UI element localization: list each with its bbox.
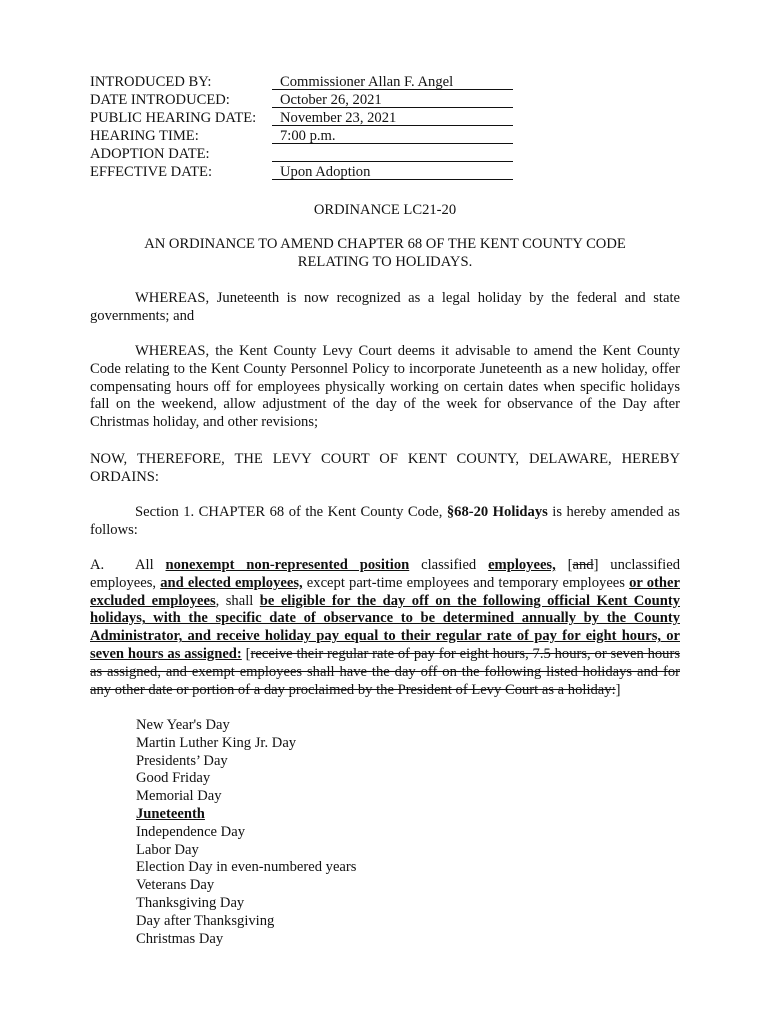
- adoption-date-label: ADOPTION DATE:: [90, 146, 210, 162]
- ordains-paragraph: NOW, THEREFORE, THE LEVY COURT OF KENT COUNTY, DELAWARE, HEREBY ORDAINS:: [90, 451, 680, 485]
- ordinance-title: [90, 235, 680, 271]
- holiday-list-item-juneteenth: Juneteenth: [136, 805, 205, 822]
- header-row-introduced-by: [90, 73, 530, 91]
- holiday-list-item: Election Day in even-numbered years: [136, 859, 357, 876]
- holiday-list-item: Labor Day: [136, 841, 199, 858]
- whereas-paragraph-1: WHEREAS, Juneteenth is now recognized as a legal holiday by the federal and state governments; and: [90, 290, 680, 324]
- whereas-paragraph-2: WHEREAS, the Kent County Levy Court deems it advisable to amend the Kent County Code relating to the Kent County Personnel Policy to incorporate Juneteenth as a new holiday, offer compensating hours off for employees physically working on certain dates when specific holidays fall on the weekend, allow adjustment of the day of the week for observance of the Day after Christmas holiday, and other revisions;: [90, 343, 680, 431]
- section-a-paragraph: [90, 557, 680, 699]
- section-a-deletion-1: and: [572, 557, 594, 573]
- section-a-insertion-5: be eligible for the day off on the following official Kent County holidays, with the specific date of observance to be determined annually by the County Administrator, and receive holiday pay equal to their regular rate of pay for eight hours, or seven hours as assigned:: [90, 592, 680, 662]
- effective-date-value: Upon Adoption: [272, 163, 513, 181]
- section-a-text-5: except part-time employees and temporary employees: [302, 574, 630, 591]
- section-a-text-2: classified: [409, 557, 489, 573]
- section-a-insertion-3: and elected employees,: [160, 574, 303, 591]
- holiday-list-item: Martin Luther King Jr. Day: [136, 734, 297, 751]
- holiday-list-item: Memorial Day: [136, 788, 222, 805]
- header-row-date-introduced: [90, 91, 530, 109]
- section-a-text-7: [: [241, 645, 251, 662]
- section-a-insertion-2: employees,: [488, 557, 556, 573]
- holiday-list-item: Christmas Day: [136, 930, 224, 947]
- header-row-hearing-time: [90, 127, 530, 145]
- ordinance-number: ORDINANCE LC21-20: [313, 202, 457, 218]
- section-a-text-8: ]: [615, 681, 621, 698]
- header-row-public-hearing: [90, 109, 530, 127]
- section-a-insertion-4: or other excluded employees: [90, 574, 680, 609]
- section-a-text-6: , shall: [215, 592, 260, 609]
- holiday-list-item: Thanksgiving Day: [136, 894, 245, 911]
- introduced-by-label: INTRODUCED BY:: [90, 74, 212, 90]
- holiday-list-item: Independence Day: [136, 823, 245, 840]
- hearing-time-label: HEARING TIME:: [90, 128, 199, 144]
- holiday-list-item: Veterans Day: [136, 877, 215, 894]
- ordinance-title-line2: RELATING TO HOLIDAYS.: [297, 254, 473, 270]
- section-a-text-3: [: [555, 557, 573, 573]
- hearing-time-value: 7:00 p.m.: [272, 127, 513, 145]
- introduced-by-value: Commissioner Allan F. Angel: [272, 73, 513, 91]
- public-hearing-label: PUBLIC HEARING DATE:: [90, 110, 257, 126]
- holiday-list-item: New Year's Day: [136, 717, 230, 733]
- adoption-date-value: [272, 145, 513, 163]
- holiday-list-item: Presidents’ Day: [136, 752, 228, 769]
- header-row-adoption-date: [90, 145, 530, 163]
- ordinance-header-block: [90, 73, 530, 181]
- header-row-effective-date: [90, 163, 530, 181]
- section-a-letter: A.: [90, 557, 105, 573]
- date-introduced-label: DATE INTRODUCED:: [90, 92, 230, 108]
- section-a-deletion-2: receive their regular rate of pay for eight hours, 7.5 hours, or seven hours as assigned, and exempt employees shall have the day off on the following listed holidays and for any other date or portion of a day proclaimed by the President of Levy Court as a holiday:: [90, 645, 681, 698]
- section-a-text-1: All: [135, 557, 166, 573]
- public-hearing-value: November 23, 2021: [272, 109, 513, 127]
- holiday-list-item: Day after Thanksgiving: [136, 912, 275, 929]
- section-1-paragraph: [90, 504, 680, 540]
- section-1-text-2: is hereby amended as follows:: [90, 504, 680, 538]
- section-1-code-reference: §68-20 Holidays: [446, 504, 548, 520]
- effective-date-label: EFFECTIVE DATE:: [90, 164, 213, 180]
- holiday-list: [136, 717, 356, 948]
- section-1-text-1: Section 1. CHAPTER 68 of the Kent County Code,: [135, 504, 447, 520]
- date-introduced-value: October 26, 2021: [272, 91, 513, 109]
- ordinance-title-line1: AN ORDINANCE TO AMEND CHAPTER 68 OF THE KENT COUNTY CODE: [144, 236, 626, 252]
- section-a-insertion-1: nonexempt non-represented position: [165, 557, 410, 573]
- section-a-text-4: ] unclassified employees,: [90, 557, 680, 591]
- holiday-list-item: Good Friday: [136, 770, 211, 787]
